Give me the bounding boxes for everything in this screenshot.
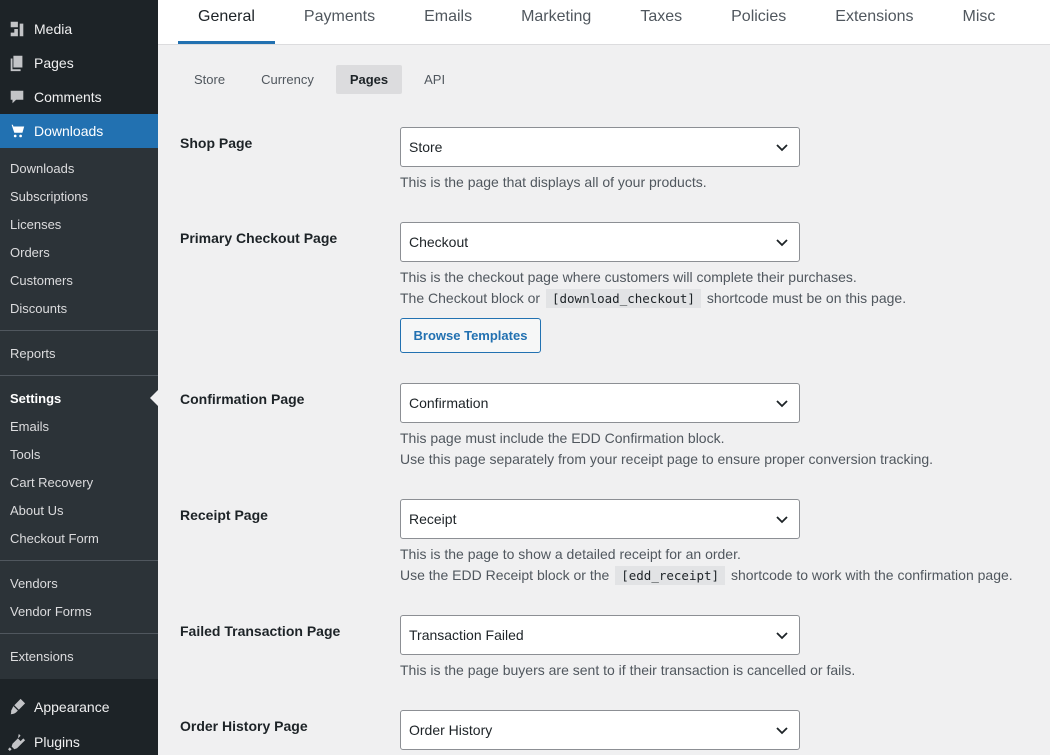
submenu-settings[interactable] [0,384,158,412]
confirmation-page-label: Confirmation Page [180,391,305,407]
downloads-cart-icon [8,122,26,140]
menu-downloads[interactable] [0,114,158,148]
shop-page-description: This is the page that displays all of your products. [400,174,707,190]
submenu-customers[interactable]: Customers [10,272,73,288]
shop-page-label: Shop Page [180,135,253,151]
submenu-divider [0,375,158,376]
receipt-page-shortcode-note [400,565,1013,586]
submenu-reports[interactable]: Reports [10,345,56,361]
chevron-down-icon [775,628,789,642]
menu-media[interactable] [0,12,158,46]
tab-taxes[interactable]: Taxes [640,8,683,25]
receipt-note-text-end: shortcode to work with the confirmation page. [730,567,1013,583]
admin-sidebar [0,0,158,755]
checkout-page-select[interactable] [400,222,800,262]
checkout-note-text: The Checkout block or [400,290,541,306]
submenu-downloads[interactable]: Downloads [10,160,75,176]
shop-page-value: Store [409,139,443,155]
confirmation-page-description: This page must include the EDD Confirmation block. [400,430,725,446]
appearance-brush-icon [8,698,26,716]
settings-main [158,0,1050,755]
subtab-api[interactable]: API [424,72,446,87]
tab-payments[interactable]: Payments [303,8,376,25]
submenu-discounts[interactable]: Discounts [10,300,68,316]
tab-emails[interactable]: Emails [424,8,473,25]
menu-pages[interactable] [0,46,158,80]
checkout-shortcode: [download_checkout] [546,289,701,308]
submenu-subscriptions[interactable]: Subscriptions [10,188,89,204]
checkout-page-description: This is the checkout page where customers will complete their purchases. [400,269,857,285]
receipt-page-value: Receipt [409,511,457,527]
receipt-page-description: This is the page to show a detailed receipt for an order. [400,546,741,562]
submenu-about-us[interactable]: About Us [10,502,64,518]
comments-icon [8,88,26,106]
settings-subtabs [158,45,1050,139]
chevron-down-icon [775,512,789,526]
confirmation-page-value: Confirmation [409,395,489,411]
tab-misc[interactable]: Misc [962,8,996,25]
subtab-pages[interactable]: Pages [336,65,402,94]
subtab-store[interactable]: Store [194,72,226,87]
checkout-note-text-end: shortcode must be on this page. [706,290,907,306]
menu-appearance[interactable] [0,690,158,724]
menu-downloads-label: Downloads [34,123,104,139]
settings-tabs [158,0,1050,45]
receipt-note-text: Use the EDD Receipt block or the [400,567,610,583]
submenu-checkout-form[interactable]: Checkout Form [10,530,99,546]
confirmation-page-select[interactable] [400,383,800,423]
submenu-divider [0,330,158,331]
submenu-licenses[interactable]: Licenses [10,216,62,232]
failed-transaction-page-value: Transaction Failed [409,627,524,643]
receipt-page-select[interactable] [400,499,800,539]
tab-extensions[interactable]: Extensions [835,8,914,25]
menu-comments-label: Comments [34,89,102,105]
pages-icon [8,54,26,72]
downloads-submenu [0,148,158,679]
media-icon [8,20,26,38]
submenu-divider [0,633,158,634]
submenu-tools[interactable]: Tools [10,446,41,462]
menu-appearance-label: Appearance [34,699,110,715]
menu-plugins-label: Plugins [34,734,80,750]
current-page-arrow [150,390,158,406]
plugins-icon [8,733,26,751]
subtab-currency[interactable]: Currency [261,72,314,87]
chevron-down-icon [775,235,789,249]
tab-marketing[interactable]: Marketing [521,8,592,25]
order-history-page-select[interactable] [400,710,800,750]
chevron-down-icon [775,723,789,737]
menu-media-label: Media [34,21,73,37]
submenu-extensions[interactable]: Extensions [10,648,74,664]
checkout-page-shortcode-note [400,288,906,309]
submenu-vendors[interactable]: Vendors [10,575,58,591]
checkout-page-value: Checkout [409,234,469,250]
browse-templates-button[interactable]: Browse Templates [400,318,541,353]
submenu-vendor-forms[interactable]: Vendor Forms [10,603,92,619]
failed-transaction-page-select[interactable] [400,615,800,655]
submenu-orders[interactable]: Orders [10,244,50,260]
menu-pages-label: Pages [34,55,74,71]
menu-plugins[interactable] [0,725,158,755]
order-history-page-value: Order History [409,722,493,738]
submenu-settings-label: Settings [10,390,62,406]
shop-page-select[interactable] [400,127,800,167]
receipt-page-label: Receipt Page [180,507,268,523]
chevron-down-icon [775,140,789,154]
tab-general[interactable]: General [178,0,275,44]
order-history-page-label: Order History Page [180,718,308,734]
tab-policies[interactable]: Policies [731,8,787,25]
chevron-down-icon [775,396,789,410]
checkout-page-label: Primary Checkout Page [180,230,338,246]
submenu-cart-recovery[interactable]: Cart Recovery [10,474,94,490]
failed-transaction-page-description: This is the page buyers are sent to if their transaction is cancelled or fails. [400,662,856,678]
submenu-divider [0,560,158,561]
failed-transaction-page-label: Failed Transaction Page [180,623,341,639]
receipt-shortcode: [edd_receipt] [615,566,725,585]
confirmation-page-tracking-note: Use this page separately from your receipt page to ensure proper conversion tracking. [400,451,934,467]
submenu-emails[interactable]: Emails [10,418,50,434]
menu-comments[interactable] [0,80,158,114]
